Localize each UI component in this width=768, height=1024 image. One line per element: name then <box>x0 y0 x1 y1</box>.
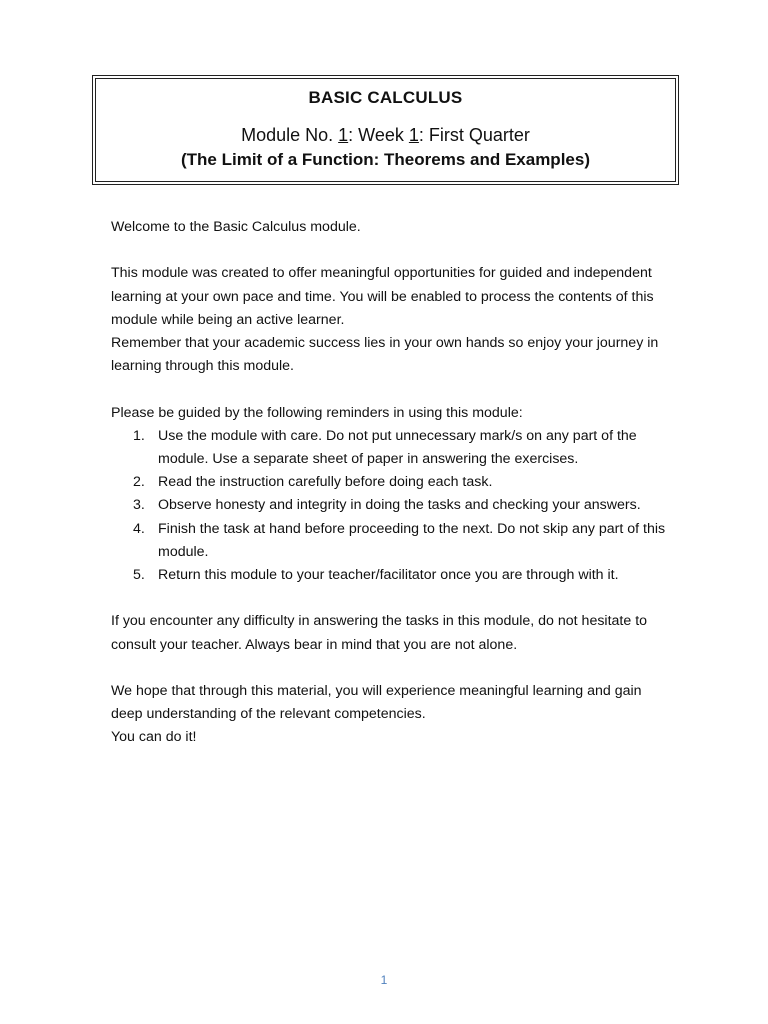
list-item-text: Read the instruction carefully before doing each task. <box>158 474 493 491</box>
list-item-text: Return this module to your teacher/facilitator once you are through with it. <box>158 567 619 584</box>
module-week-quarter-line <box>93 125 678 146</box>
list-item-number: 3. <box>133 497 145 514</box>
week-prefix: : Week <box>348 125 409 145</box>
topic-title: (The Limit of a Function: Theorems and Examples) <box>181 150 590 169</box>
page-number: 1 <box>380 973 388 987</box>
subject-title: BASIC CALCULUS <box>308 88 463 107</box>
list-item-text: Observe honesty and integrity in doing the tasks and checking your answers. <box>158 497 641 514</box>
list-item-text: Use the module with care. Do not put unnecessary mark/s on any part of the module. Use a separate sheet of paper in answering the exercises. <box>158 427 637 467</box>
list-item <box>111 518 671 564</box>
module-content <box>111 216 671 750</box>
welcome-paragraph: Welcome to the Basic Calculus module. <box>111 219 361 235</box>
list-item-number: 5. <box>133 567 145 584</box>
list-item <box>111 494 671 517</box>
difficulty-paragraph: If you encounter any difficulty in answering the tasks in this module, do not hesitate to consult your teacher. Always bear in mind that you are not alone. <box>111 613 648 653</box>
list-item <box>111 471 671 494</box>
title-box <box>92 75 679 185</box>
week-number: 1 <box>408 125 419 145</box>
module-prefix: Module No. <box>241 125 339 145</box>
intro-paragraph: This module was created to offer meaningful opportunities for guided and independent learning at your own pace and time. You will be enabled to process the contents of this module while being an active learner. <box>111 265 654 328</box>
quarter-label: : First Quarter <box>418 125 530 145</box>
list-item <box>111 425 671 471</box>
hope-paragraph: We hope that through this material, you will experience meaningful learning and gain deep understanding of the relevant competencies. <box>111 683 642 723</box>
list-item <box>111 564 671 587</box>
list-item-text: Finish the task at hand before proceeding to the next. Do not skip any part of this module. <box>158 520 666 560</box>
reminders-intro: Please be guided by the following reminders in using this module: <box>111 404 523 421</box>
list-item-number: 1. <box>133 427 145 444</box>
module-number: 1 <box>338 125 349 145</box>
reminders-list <box>111 425 671 587</box>
list-item-number: 4. <box>133 520 145 537</box>
list-item-number: 2. <box>133 474 145 491</box>
closing-line: You can do it! <box>111 729 197 746</box>
remember-paragraph: Remember that your academic success lies in your own hands so enjoy your journey in learning through this module. <box>111 335 659 375</box>
